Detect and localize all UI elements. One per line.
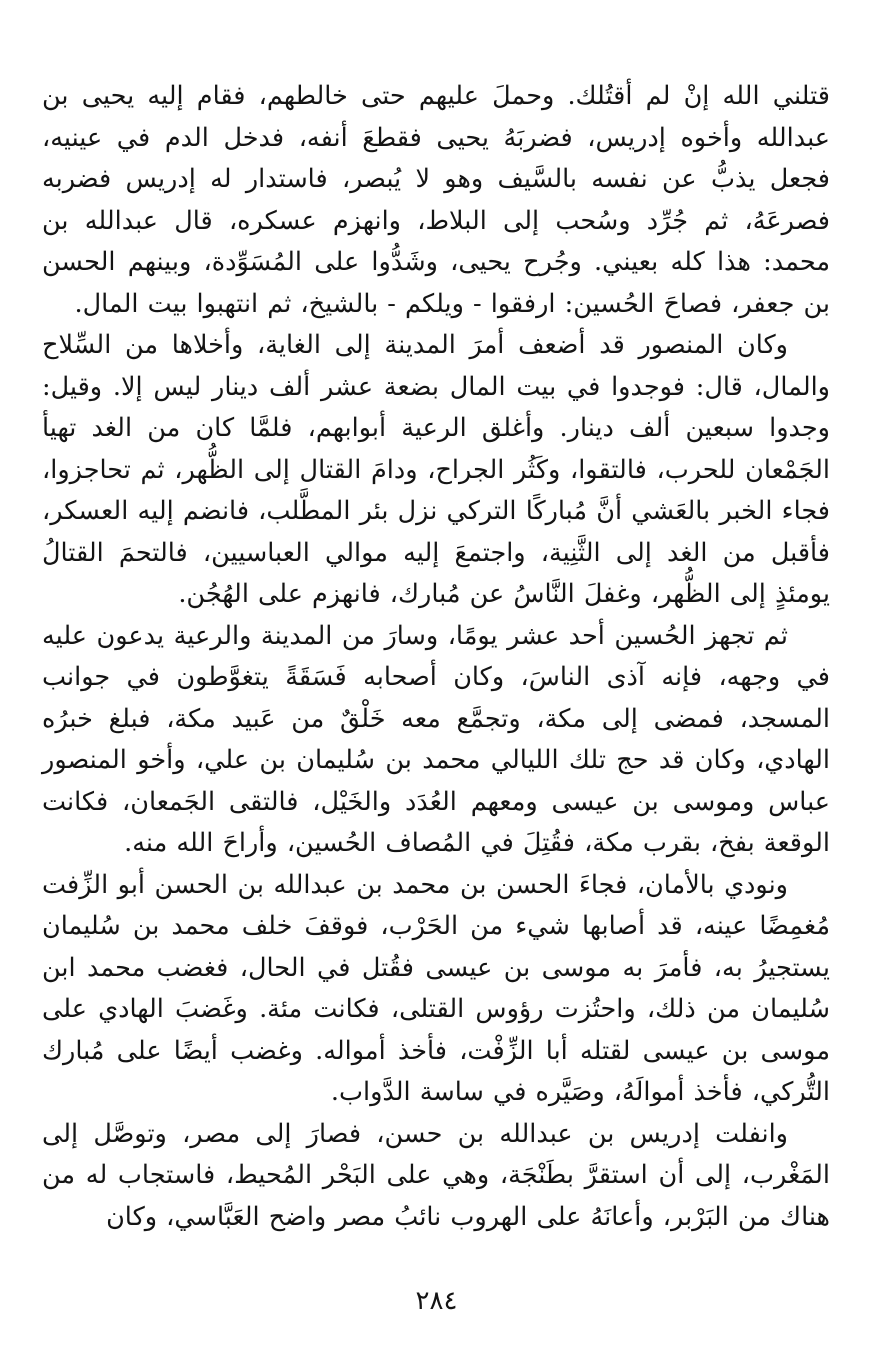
body-text bbox=[42, 76, 830, 1238]
paragraph-3: ثم تجهز الحُسين أحد عشر يومًا، وسارَ من المدينة والرعية يدعون عليه في وجهه، فإنه آذى الناسَ، وكان أصحابه فَسَقَةً يتغوَّطون في جوانب المسجد، فمضى إلى مكة، وتجمَّع معه خَلْقٌ من عَبيد مكة، فبلغ خبرُه الهادي، وكان قد حج تلك الليالي محمد بن سُليمان بن علي، وأخو المنصور عباس وموسى بن عيسى ومعهم العُدَد والخَيْل، فالتقى الجَمعان، فكانت الوقعة بفخ، بقرب مكة، فقُتِلَ في المُصاف الحُسين، وأراحَ الله منه. bbox=[42, 620, 830, 858]
paragraph-5: وانفلت إدريس بن عبدالله بن حسن، فصارَ إلى مصر، وتوصَّل إلى المَغْرب، إلى أن استقرَّ بطَنْجَة، وهي على البَحْر المُحيط، فاستجاب له من هناك من البَرْبر، وأعانَهُ على الهروب نائبُ مصر واضح العَبَّاسي، وكان bbox=[42, 1118, 830, 1232]
paragraph-1: قتلني الله إنْ لم أقتُلك. وحملَ عليهم حتى خالطهم، فقام إليه يحيى بن عبدالله وأخوه إدريس، فضربَهُ يحيى فقطعَ أنفه، فدخل الدم في عينيه، فجعل يذبُّ عن نفسه بالسَّيف وهو لا يُبصر، فاستدار له إدريس فضربه فصرعَهُ، ثم جُرِّد وسُحب إلى البلاط، وانهزم عسكره، قال عبدالله بن محمد: هذا كله بعيني. وجُرح يحيى، وشَدُّوا على المُسَوِّدة، وبينهم الحسن بن جعفر، فصاحَ الحُسين: ارفقوا - ويلكم - بالشيخ، ثم انتهبوا بيت المال. bbox=[42, 81, 830, 319]
paragraph-2: وكان المنصور قد أضعف أمرَ المدينة إلى الغاية، وأخلاها من السِّلاح والمال، قال: فوجدوا في بيت المال بضعة عشر ألف دينار ليس إلا. وقيل: وجدوا سبعين ألف دينار. وأغلق الرعية أبوابهم، فلمَّا كان من الغد تهيأ الجَمْعان للحرب، فالتقوا، وكَثُر الجراح، ودامَ القتال إلى الظُّهر، ثم تحاجزوا، فجاء الخبر بالعَشي أنَّ مُباركًا التركي نزل بئر المطَّلب، فانضم إليه العسكر، فأقبل من الغد إلى الثَّنِية، واجتمعَ إليه موالي العباسيين، فالتحمَ القتالُ يومئذٍ إلى الظُّهر، وغفلَ النَّاسُ عن مُبارك، فانهزم على الهُجُن. bbox=[42, 330, 830, 609]
paragraph-4: ونودي بالأمان، فجاءَ الحسن بن محمد بن عبدالله بن الحسن أبو الزِّفت مُغمِضًا عينه، قد أصابها شيء من الحَرْب، فوقفَ خلف محمد بن سُليمان يستجيرُ به، فأمرَ به موسى بن عيسى فقُتل في الحال، فغضب محمد ابن سُليمان من ذلك، واحتُزت رؤوس القتلى، فكانت مئة. وغَضبَ الهادي على موسى بن عيسى لقتله أبا الزِّفْت، فأخذ أمواله. وغضب أيضًا على مُبارك التُّركي، فأخذ أموالَهُ، وصَيَّره في ساسة الدَّواب. bbox=[42, 869, 830, 1107]
page-number: ٢٨٤ bbox=[415, 1286, 458, 1316]
